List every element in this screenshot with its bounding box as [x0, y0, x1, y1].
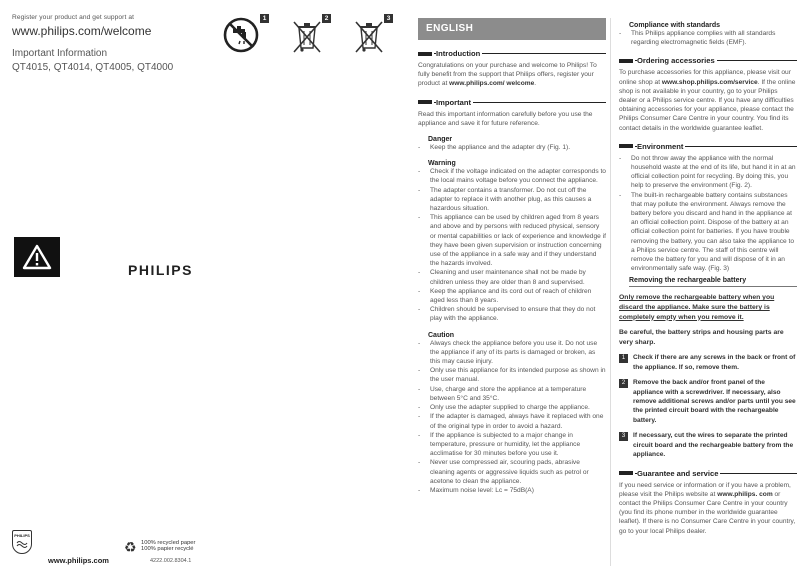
- register-url[interactable]: www.philips.com/welcome: [12, 24, 152, 38]
- list-item: - Only use this appliance for its intended purpose as shown in the user manual.: [418, 366, 606, 384]
- recycled-fr: 100% papier recyclé: [141, 546, 194, 553]
- right-column: [619, 18, 797, 536]
- guarantee-paragraph: If you need service or information or if you have a problem, please visit the Philips website at www.philips. com or contact the Philips Consumer Care Centre in your country (you find its phone number in the worldwide guarantee leaflet). If there is no Consumer Care Centre in your country, go to your local Philips dealer.: [619, 481, 796, 535]
- important-info-title: Important Information: [12, 48, 108, 59]
- environment-heading: Environment: [637, 141, 684, 151]
- figure-3-number: 3: [384, 14, 393, 23]
- section-guarantee: [619, 469, 797, 478]
- figure-2-number: 2: [322, 14, 331, 23]
- document-number: 4222.002.8304.1: [150, 558, 192, 564]
- step-3: [619, 431, 797, 459]
- list-item: - Check if the voltage indicated on the adapter corresponds to the local mains voltage before you connect the appliance.: [418, 167, 606, 185]
- list-item: - Only use the adapter supplied to charge the appliance.: [418, 403, 606, 412]
- environment-list: [619, 154, 797, 274]
- step-2: [619, 378, 797, 425]
- guarantee-url[interactable]: www.philips. com: [717, 490, 773, 498]
- warning-heading: Warning: [428, 160, 456, 168]
- removing-battery-heading: Removing the rechargeable battery: [629, 277, 797, 287]
- list-item: - The built-in rechargeable battery contains substances that may pollute the environment. Always remove the battery before you discard and hand in the appliance at an official collection point. Dispose of the battery at an official collection point for batteries. If you have trouble removing the battery, you can also take the appliance to a Philips service centre. The staff of this centre will remove the battery for you and will dispose of it in an environmentally safe way. (Fig. 3): [619, 191, 797, 274]
- step-text: Check if there are any screws in the back or front of the appliance. If so, remove them.: [633, 354, 796, 371]
- crossed-bin-icon: [290, 18, 324, 58]
- language-header: ENGLISH: [418, 18, 606, 40]
- list-item: - Use, charge and store the appliance at a temperature between 5°C and 35°C.: [418, 385, 606, 403]
- shop-url[interactable]: www.shop.philips.com/service: [661, 78, 758, 86]
- important-paragraph: Read this important information carefully before you use the appliance and save it for future reference.: [418, 110, 593, 127]
- compliance-list: [619, 29, 797, 47]
- step-1: [619, 353, 797, 372]
- warning-triangle-icon: [14, 237, 60, 277]
- figure-1: [222, 14, 266, 58]
- section-introduction: [418, 49, 606, 58]
- intro-paragraph: Congratulations on your purchase and welcome to Philips! To fully benefit from the support that Philips offers, register your product at www.philips.com/ welcome.: [418, 62, 597, 88]
- figure-3: [350, 14, 394, 58]
- footer-url[interactable]: www.philips.com: [48, 556, 109, 565]
- list-item: - Never use compressed air, scouring pads, abrasive cleaning agents or aggressive liquids such as petrol or acetone to clean the appliance.: [418, 458, 606, 486]
- list-item: - If the appliance is subjected to a major change in temperature, pressure or humidity, let the appliance acclimatise for 30 minutes before you use it.: [418, 431, 606, 459]
- removing-careful: Be careful, the battery strips and housing parts are very sharp.: [619, 329, 784, 346]
- step-text: If necessary, cut the wires to separate the printed circuit board and the rechargeable battery from the appliance.: [633, 432, 794, 459]
- register-line: Register your product and get support at: [12, 14, 135, 21]
- removing-warning: Only remove the rechargeable battery when you discard the appliance. Make sure the battery is completely empty when you remove it.: [619, 294, 775, 321]
- list-item: - Keep the appliance and its cord out of reach of children aged less than 8 years.: [418, 287, 606, 305]
- step-text: Remove the back and/or front panel of the appliance with a screwdriver. If necessary, also remove additional screws and/or parts until you see the printed circuit board with the rechargeable battery.: [633, 379, 796, 424]
- list-item: - Always check the appliance before you use it. Do not use the appliance if any of its parts is damaged or broken, as this may cause injury.: [418, 339, 606, 367]
- column-divider: [610, 18, 611, 566]
- crossed-bin-battery-icon: [352, 18, 386, 58]
- philips-logo: PHILIPS: [128, 262, 193, 278]
- recycled-en: 100% recycled paper: [141, 540, 196, 546]
- list-item: - The adapter contains a transformer. Do not cut off the adapter to replace it with another plug, as this causes a hazardous situation.: [418, 186, 606, 214]
- warning-list: [418, 167, 606, 323]
- list-item: - Cleaning and user maintenance shall not be made by children unless they are older than 8 and supervised.: [418, 268, 606, 286]
- recycle-icon: ♻: [124, 539, 137, 555]
- list-item: - This Philips appliance complies with all standards regarding electromagnetic fields (EMF).: [619, 29, 797, 47]
- step-number: 2: [619, 379, 628, 388]
- danger-list: [418, 143, 606, 152]
- figure-icons: [222, 14, 412, 84]
- ordering-heading: Ordering accessories: [637, 56, 715, 66]
- no-water-icon: [222, 16, 260, 54]
- section-ordering: [619, 56, 797, 65]
- figure-1-number: 1: [260, 14, 269, 23]
- compliance-heading: Compliance with standards: [629, 22, 721, 29]
- important-heading: Important: [436, 97, 472, 107]
- step-number: 3: [619, 432, 628, 441]
- list-item: - Children should be supervised to ensure that they do not play with the appliance.: [418, 305, 606, 323]
- list-item: - Keep the appliance and the adapter dry (Fig. 1).: [418, 143, 606, 152]
- step-number: 1: [619, 354, 628, 363]
- figure-2: [288, 14, 332, 58]
- danger-heading: Danger: [428, 136, 453, 144]
- intro-url[interactable]: www.philips.com/ welcome: [449, 80, 535, 88]
- model-numbers: QT4015, QT4014, QT4005, QT4000: [12, 62, 174, 73]
- guarantee-heading: Guarantee and service: [637, 468, 719, 478]
- list-item: - This appliance can be used by children aged from 8 years and above and by persons with reduced physical, sensory or mental capabilities or lack of experience and knowledge if they have been given supervision or instruction concerning use of the appliance in a safe way and if they understand the hazards involved.: [418, 213, 606, 268]
- section-important: [418, 98, 606, 107]
- list-item: - Do not throw away the appliance with the normal household waste at the end of its life, but hand it in at an official collection point for recycling. By doing this, you help to preserve the environment (Fig. 2).: [619, 154, 797, 191]
- caution-list: [418, 339, 606, 495]
- section-environment: [619, 142, 797, 151]
- intro-heading: Introduction: [436, 49, 481, 58]
- ordering-paragraph: To purchase accessories for this appliance, please visit our online shop at www.shop.philips.com/service. If the online shop is not available in your country, go to your Philips dealer or a Philips service centre. If you have any difficulties obtaining accessories for your appliance, please contact the Philips Consumer Care Centre in your country. You find its contact details in the worldwide guarantee leaflet.: [619, 69, 796, 132]
- cover-column: [12, 0, 234, 582]
- list-item: - Maximum noise level: Lc = 75dB(A): [418, 486, 606, 495]
- list-item: - If the adapter is damaged, always have it replaced with one of the original type in order to avoid a hazard.: [418, 412, 606, 430]
- recycled-paper-text: [141, 540, 195, 553]
- shield-text: PHILIPS: [14, 533, 30, 538]
- caution-heading: Caution: [428, 331, 455, 339]
- philips-shield-icon: [12, 530, 32, 554]
- english-column: [418, 18, 606, 495]
